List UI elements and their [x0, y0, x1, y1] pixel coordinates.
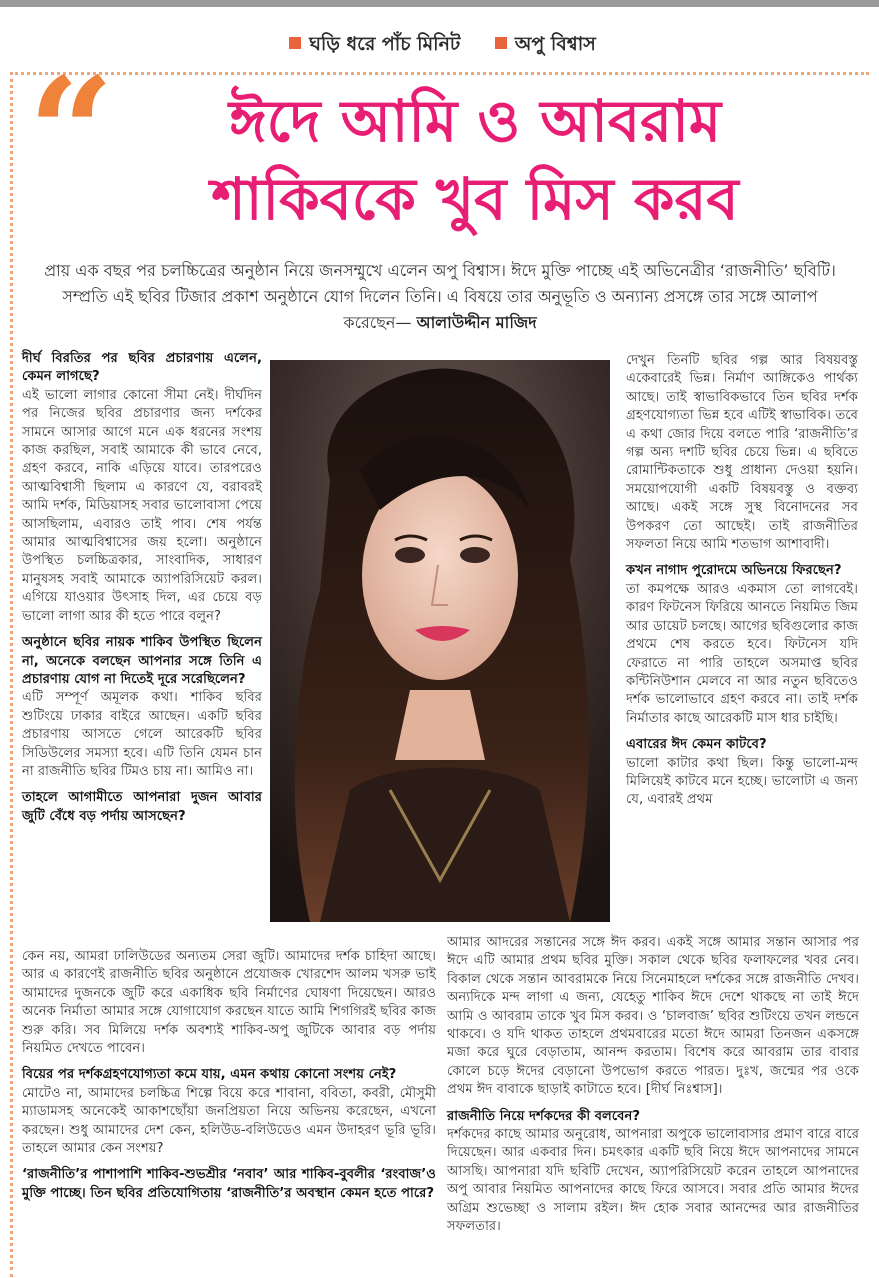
question-4: বিয়ের পর দর্শকগ্রহণযোগ্যতা কমে যায়, এমন কথায় কোনো সংশয় নেই? [22, 1067, 397, 1083]
answer-4: মোটেও না, আমাদের চলচ্চিত্র শিল্পে বিয়ে করে শাবানা, ববিতা, কবরী, মৌসুমী ম্যাডামসহ অনেকেই আকাশছোঁয়া জনপ্রিয়তা নিয়ে অভিনয় করেছেন, এখনো করছেন। শুধু আমাদের দেশ কেন, হলিউড-বলিউডেও এমন উদাহরণ ভূরি ভূরি। তাহলে আমার কেন সংশয়? [22, 1085, 436, 1157]
answer-right-1: তা কমপক্ষে আরও একমাস তো লাগবেই। কারণ ফিটনেস ফিরিয়ে আনতে নিয়মিত জিম আর ডায়েট চলছে। আগের ছবিগুলোর কাজ প্রথমে শেষ করতে হবে। ফিটনেস যদি ফেরাতে না পারি তাহলে অসমাপ্ত ছবির কন্টিনিউশান মেলবে না আর নতুন ছবিতেও দর্শক ভালোভাবে গ্রহণ করবে না। তাই দর্শক নির্মাতার কাছে আরেকটি মাস ধার চাইছি। [626, 581, 858, 726]
bottom-right-column [447, 934, 859, 1245]
right-column [626, 352, 858, 818]
intro-text: প্রায় এক বছর পর চলচ্চিত্রের অনুষ্ঠান নিয়ে জনসম্মুখে এলেন অপু বিশ্বাস। ঈদে মুক্তি পাচ্ছে এই অভিনেত্রীর ‘রাজনীতি’ ছবিটি। সম্প্রতি এই ছবির টিজার প্রকাশ অনুষ্ঠানে যোগ দিলেন তিনি। এ বিষয়ে তার অনুভূতি ও অন্যান্য প্রসঙ্গে তার সঙ্গে আলাপ করেছেন— [44, 261, 836, 332]
top-rule [0, 0, 879, 7]
question-right-2: এবারের ঈদ কেমন কাটবে? [626, 737, 767, 753]
question-right-3: রাজনীতি নিয়ে দর্শকদের কী বলবেন? [447, 1108, 641, 1124]
question-3: তাহলে আগামীতে আপনারা দুজন আবার জুটি বেঁধে বড় পর্দায় আসছেন? [22, 790, 262, 824]
question-5: ‘রাজনীতি’র পাশাপাশি শাকিব-শুভশ্রীর ‘নবাব’ আর শাকিব-বুবলীর ‘রংবাজ’ও মুক্তি পাচ্ছে। তিন ছবির প্রতিযোগিতায় ‘রাজনীতি’র অবস্থান কেমন হতে পারে? [22, 1167, 436, 1201]
answer-right-2: ভালো কাটার কথা ছিল। কিন্তু ভালো-মন্দ মিলিয়েই কাটবে মনে হচ্ছে। ভালোটা এ জন্য যে, এবারই প্রথম [626, 755, 858, 808]
square-bullet-icon [495, 37, 507, 49]
actress-photo [270, 360, 610, 922]
kicker [0, 30, 879, 62]
answer-3: কেন নয়, আমরা ঢালিউডের অন্যতম সেরা জুটি। আমাদের দর্শক চাহিদা আছে। আর এ কারণেই রাজনীতি ছবির অনুষ্ঠানে প্রযোজক খোরশেদ আলম খসরু ভাই আমাদের দুজনকে জুটি করে একাধিক ছবি নির্মাণের ঘোষণা দিয়েছেন। আরও অনেক নির্মাতা আমার সঙ্গে যোগাযোগ করছেন যাতে আমি শিগগিরই ছবির কাজ শুরু করি। সব মিলিয়ে দর্শক অবশ্যই শাকিব-অপু জুটিকে আবার বড় পর্দায় নিয়মিত দেখতে পাবেন। [22, 949, 436, 1057]
answer-right-2-continued: আমার আদরের সন্তানের সঙ্গে ঈদ করব। একই সঙ্গে আমার সন্তান আসার পর ঈদে এটি আমার প্রথম ছবির মুক্তি। সকাল থেকে ছবির ফলাফলের খবর নেব। বিকাল থেকে সন্তান আবরামকে নিয়ে সিনেমাহলে দর্শকের সঙ্গে রাজনীতি দেখব। অন্যদিকে মন্দ লাগা এ জন্য, যেহেতু শাকিব ঈদে দেশে থাকছে না তাই ঈদে আমি ও আবরাম তাকে খুব মিস করব। ও ‘চালবাজ’ ছবির শুটিংয়ে তখন লন্ডনে থাকবে। ও যদি থাকত তাহলে প্রথমবারের মতো ঈদে আমরা তিনজন একসঙ্গে মজা করে ঘুরে বেড়াতাম, আনন্দ করতাম। বিশেষ করে আবরাম তার বাবার কোলে চড়ে ঈদের বেড়ানো উপভোগ করতে পারত। দুঃখ, জন্মের পর ওকে প্রথম ঈদ বাবাকে ছাড়াই কাটাতে হবে। [দীর্ঘ নিঃশ্বাস]। [447, 935, 859, 1098]
interviewer-name: আলাউদ্দীন মাজিদ [416, 313, 537, 332]
question-1: দীর্ঘ বিরতির পর ছবির প্রচারণায় এলেন, কেমন লাগছে? [22, 351, 262, 385]
headline-line-1: ঈদে আমি ও আবরাম [228, 87, 722, 155]
left-column [22, 350, 262, 826]
section-name: ঘড়ি ধরে পাঁচ মিনিট [309, 33, 461, 55]
square-bullet-icon [289, 37, 301, 49]
question-2: অনুষ্ঠানে ছবির নায়ক শাকিব উপস্থিত ছিলেন না, অনেকে বলছেন আপনার সঙ্গে তিনি এ প্রচারণায় যোগ না দিতেই দূরে সরেছিলেন? [22, 635, 262, 687]
intro-paragraph [40, 258, 840, 336]
headline-line-2: শাকিবকে খুব মিস করব [211, 165, 739, 233]
quote-mark-icon: “ [28, 45, 115, 221]
answer-2: এটি সম্পূর্ণ অমূলক কথা। শাকিব ছবির শুটিংয়ে ঢাকার বাইরে আছেন। একটি ছবির প্রচারণায় আসতে গেলে আরেকটি ছবির সিডিউলের সমস্যা হবে। এটি তিনি যেমন চান না রাজনীতি ছবির টিমও চায় না। আমিও না। [22, 690, 262, 779]
headline [150, 82, 800, 238]
answer-right-3: দর্শকদের কাছে আমার অনুরোধ, আপনারা অপুকে ভালোবাসার প্রমাণ বারে বারে দিয়েছেন। আর একবার দিন। চমৎকার একটি ছবি নিয়ে ঈদে আপনাদের সামনে আসছি। আপনারা যদি ছবিটি দেখেন, অ্যাপরিসিয়েট করেন তাহলে আপনাদের অপু আবার নিয়মিত আপনাদের কাছে ফিরে আসবে। সবার প্রতি আমার ঈদের অগ্রিম শুভেচ্ছা ও সালাম রইল। ঈদ হোক সবার আনন্দের আর রাজনীতির সফলতার। [447, 1127, 859, 1235]
question-right-1: কখন নাগাদ পুরোদমে অভিনয়ে ফিরছেন? [626, 563, 842, 579]
answer-continued: দেখুন তিনটি ছবির গল্প আর বিষয়বস্তু একেবারেই ভিন্ন। নির্মাণ আঙ্গিকেও পার্থক্য আছে। তাই স্বাভাবিকভাবে তিন ছবির দর্শক গ্রহণযোগ্যতা ভিন্ন হবে এটিই স্বাভাবিক। তবে এ কথা জোর দিয়ে বলতে পারি ‘রাজনীতি’র গল্প অন্য দশটি ছবির চেয়ে ভিন্ন। এ ছবিতে রোমান্টিকতাকে শুধু প্রাধান্য দেওয়া হয়নি। সময়োপযোগী একটি বিষয়বস্তু ও বক্তব্য আছে। একই সঙ্গে সুস্থ বিনোদনের সব উপকরণ তো আছেই। তাই রাজনীতির সফলতা নিয়ে আমি শতভাগ আশাবাদী। [626, 353, 858, 553]
answer-1: এই ভালো লাগার কোনো সীমা নেই। দীর্ঘদিন পর নিজের ছবির প্রচারণার জন্য দর্শকের সামনে আসার আগে মনে এক ধরনের সংশয় কাজ করছিল, সবাই আমাকে কী ভাবে নেবে, গ্রহণ করবে, নাকি এড়িয়ে যাবে। তারপরেও আত্মবিশ্বাসী ছিলাম এ কারণে যে, বরাবরই আমি দর্শক, মিডিয়াসহ সবার ভালোবাসা পেয়ে আসছিলাম, এবারও তাই পাব। শেষ পর্যন্ত আমার আত্মবিশ্বাসের জয় হলো। অনুষ্ঠানে উপস্থিত চলচ্চিত্রকার, সাংবাদিক, সাধারণ মানুষসহ সবাই আমাকে অ্যাপরিসিয়েট করল। এগিয়ে যাওয়ার উৎসাহ দিল, এর চেয়ে বড় ভালো লাগা আর কী হতে পারে বলুন? [22, 387, 262, 624]
person-name: অপু বিশ্বাস [514, 33, 596, 55]
bottom-left-column [22, 948, 436, 1203]
